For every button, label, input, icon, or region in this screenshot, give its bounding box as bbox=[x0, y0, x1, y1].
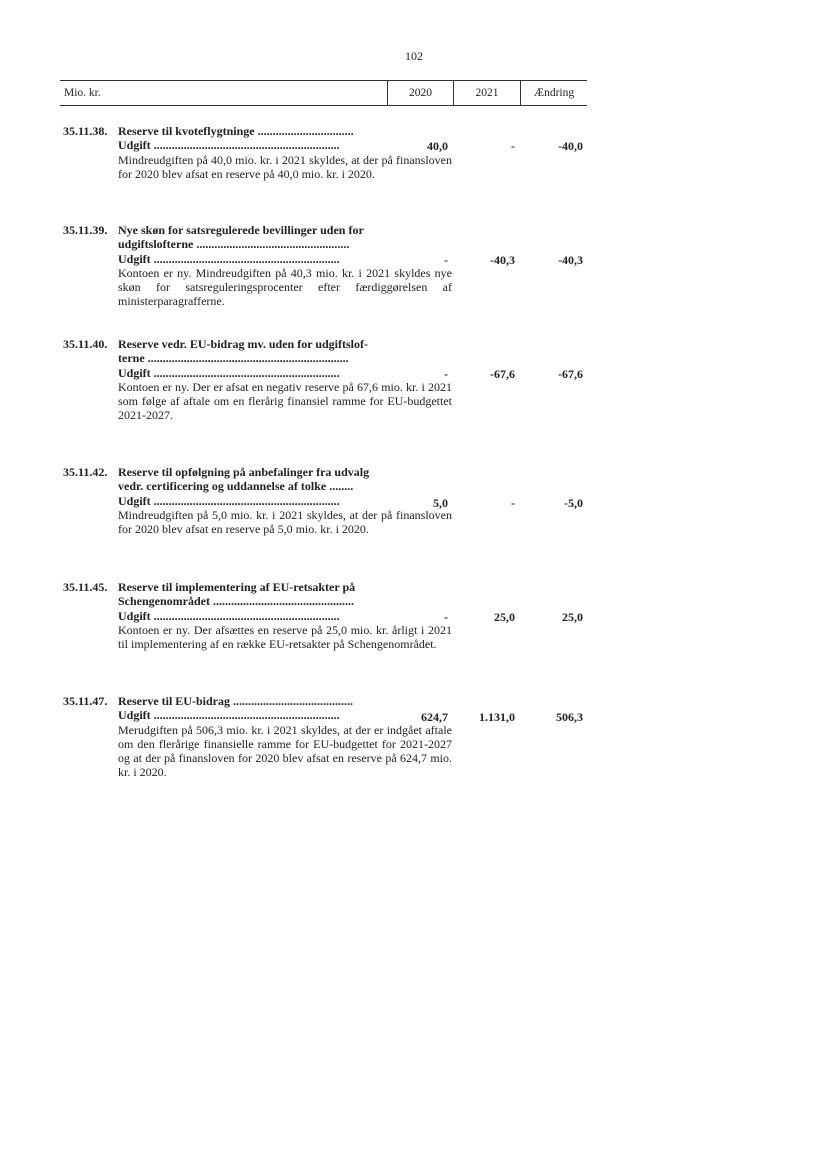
header-col-2020: 2020 bbox=[387, 80, 453, 106]
value-2020: - bbox=[444, 367, 448, 381]
account-number: 35.11.38. bbox=[63, 124, 108, 138]
header-col-2021: 2021 bbox=[453, 80, 520, 106]
udgift-line: Udgift .............................................................. bbox=[118, 493, 340, 508]
udgift-line: Udgift .............................................................. bbox=[118, 365, 340, 380]
value-2020: 40,0 bbox=[427, 139, 448, 153]
entry-title-line: Reserve til implementering af EU-retsakter på bbox=[118, 580, 356, 594]
entry-title-line: terne ................................................................... bbox=[118, 351, 349, 366]
entry-title-line: Nye skøn for satsregulerede bevillinger uden for bbox=[118, 223, 364, 237]
value-change: 25,0 bbox=[562, 610, 583, 624]
value-change: 506,3 bbox=[556, 710, 583, 724]
udgift-line: Udgift .............................................................. bbox=[118, 251, 340, 266]
account-number: 35.11.47. bbox=[63, 694, 108, 708]
page-number: 102 bbox=[405, 49, 423, 63]
value-2020: 624,7 bbox=[421, 710, 448, 724]
entry-title-line: Reserve til kvoteflygtninge ................................ bbox=[118, 124, 354, 138]
value-2021: 25,0 bbox=[494, 610, 515, 624]
entry-title-line: Reserve vedr. EU-bidrag mv. uden for udgiftslof- bbox=[118, 337, 368, 351]
entry-description: Merudgiften på 506,3 mio. kr. i 2021 skyldes, at der er indgået aftale om den flerårige finansielle ramme for EU-budgettet for 2021-2027 og at der på finansloven for 2020 blev afsat en reserve på 624,7 mio. kr. i 2020. bbox=[118, 722, 452, 780]
value-2020: 5,0 bbox=[433, 496, 448, 510]
account-number: 35.11.45. bbox=[63, 580, 108, 594]
entry-title-line: Reserve til EU-bidrag ........................................ bbox=[118, 694, 353, 708]
value-2021: -67,6 bbox=[490, 367, 515, 381]
udgift-line: Udgift .............................................................. bbox=[118, 138, 340, 153]
account-number: 35.11.42. bbox=[63, 465, 108, 479]
entry-description: Mindreudgiften på 40,0 mio. kr. i 2021 skyldes, at der på finansloven for 2020 blev afsat en reserve på 40,0 mio. kr. i 2020. bbox=[118, 152, 452, 181]
entry-description: Kontoen er ny. Der er afsat en negativ reserve på 67,6 mio. kr. i 2021 som følge af aftale om en flerårig finansiel ramme for EU-budgettet 2021-2027. bbox=[118, 379, 452, 423]
entry-description: Kontoen er ny. Mindreudgiften på 40,3 mio. kr. i 2021 skyldes nye skøn for satsreguleringsprocenter efter færdiggørelsen af ministerparagrafferne. bbox=[118, 265, 452, 309]
header-col-change: Ændring bbox=[520, 80, 587, 106]
header-unit: Mio. kr. bbox=[60, 80, 387, 106]
account-number: 35.11.39. bbox=[63, 223, 108, 237]
entry-title-line: Schengenområdet ............................................... bbox=[118, 594, 354, 609]
entry-title-line: vedr. certificering og uddannelse af tolke ........ bbox=[118, 479, 354, 494]
value-2021: -40,3 bbox=[490, 253, 515, 267]
account-number: 35.11.40. bbox=[63, 337, 108, 351]
udgift-line: Udgift .............................................................. bbox=[118, 708, 340, 723]
value-change: -40,3 bbox=[558, 253, 583, 267]
value-2020: - bbox=[444, 253, 448, 267]
value-2021: - bbox=[511, 139, 515, 153]
entry-description: Mindreudgiften på 5,0 mio. kr. i 2021 skyldes, at der på finansloven for 2020 blev afsat en reserve på 5,0 mio. kr. i 2020. bbox=[118, 507, 452, 537]
value-2020: - bbox=[444, 610, 448, 624]
udgift-line: Udgift .............................................................. bbox=[118, 608, 340, 623]
value-change: -5,0 bbox=[564, 496, 583, 510]
entry-title-line: udgiftslofterne ................................................... bbox=[118, 237, 350, 252]
entry-title-line: Reserve til opfølgning på anbefalinger fra udvalg bbox=[118, 465, 370, 479]
entry-description: Kontoen er ny. Der afsættes en reserve på 25,0 mio. kr. årligt i 2021 til implementering af en række EU-retsakter på Schengenområdet. bbox=[118, 622, 452, 652]
value-change: -40,0 bbox=[558, 139, 583, 153]
value-change: -67,6 bbox=[558, 367, 583, 381]
value-2021: 1.131,0 bbox=[479, 710, 515, 724]
value-2021: - bbox=[511, 496, 515, 510]
